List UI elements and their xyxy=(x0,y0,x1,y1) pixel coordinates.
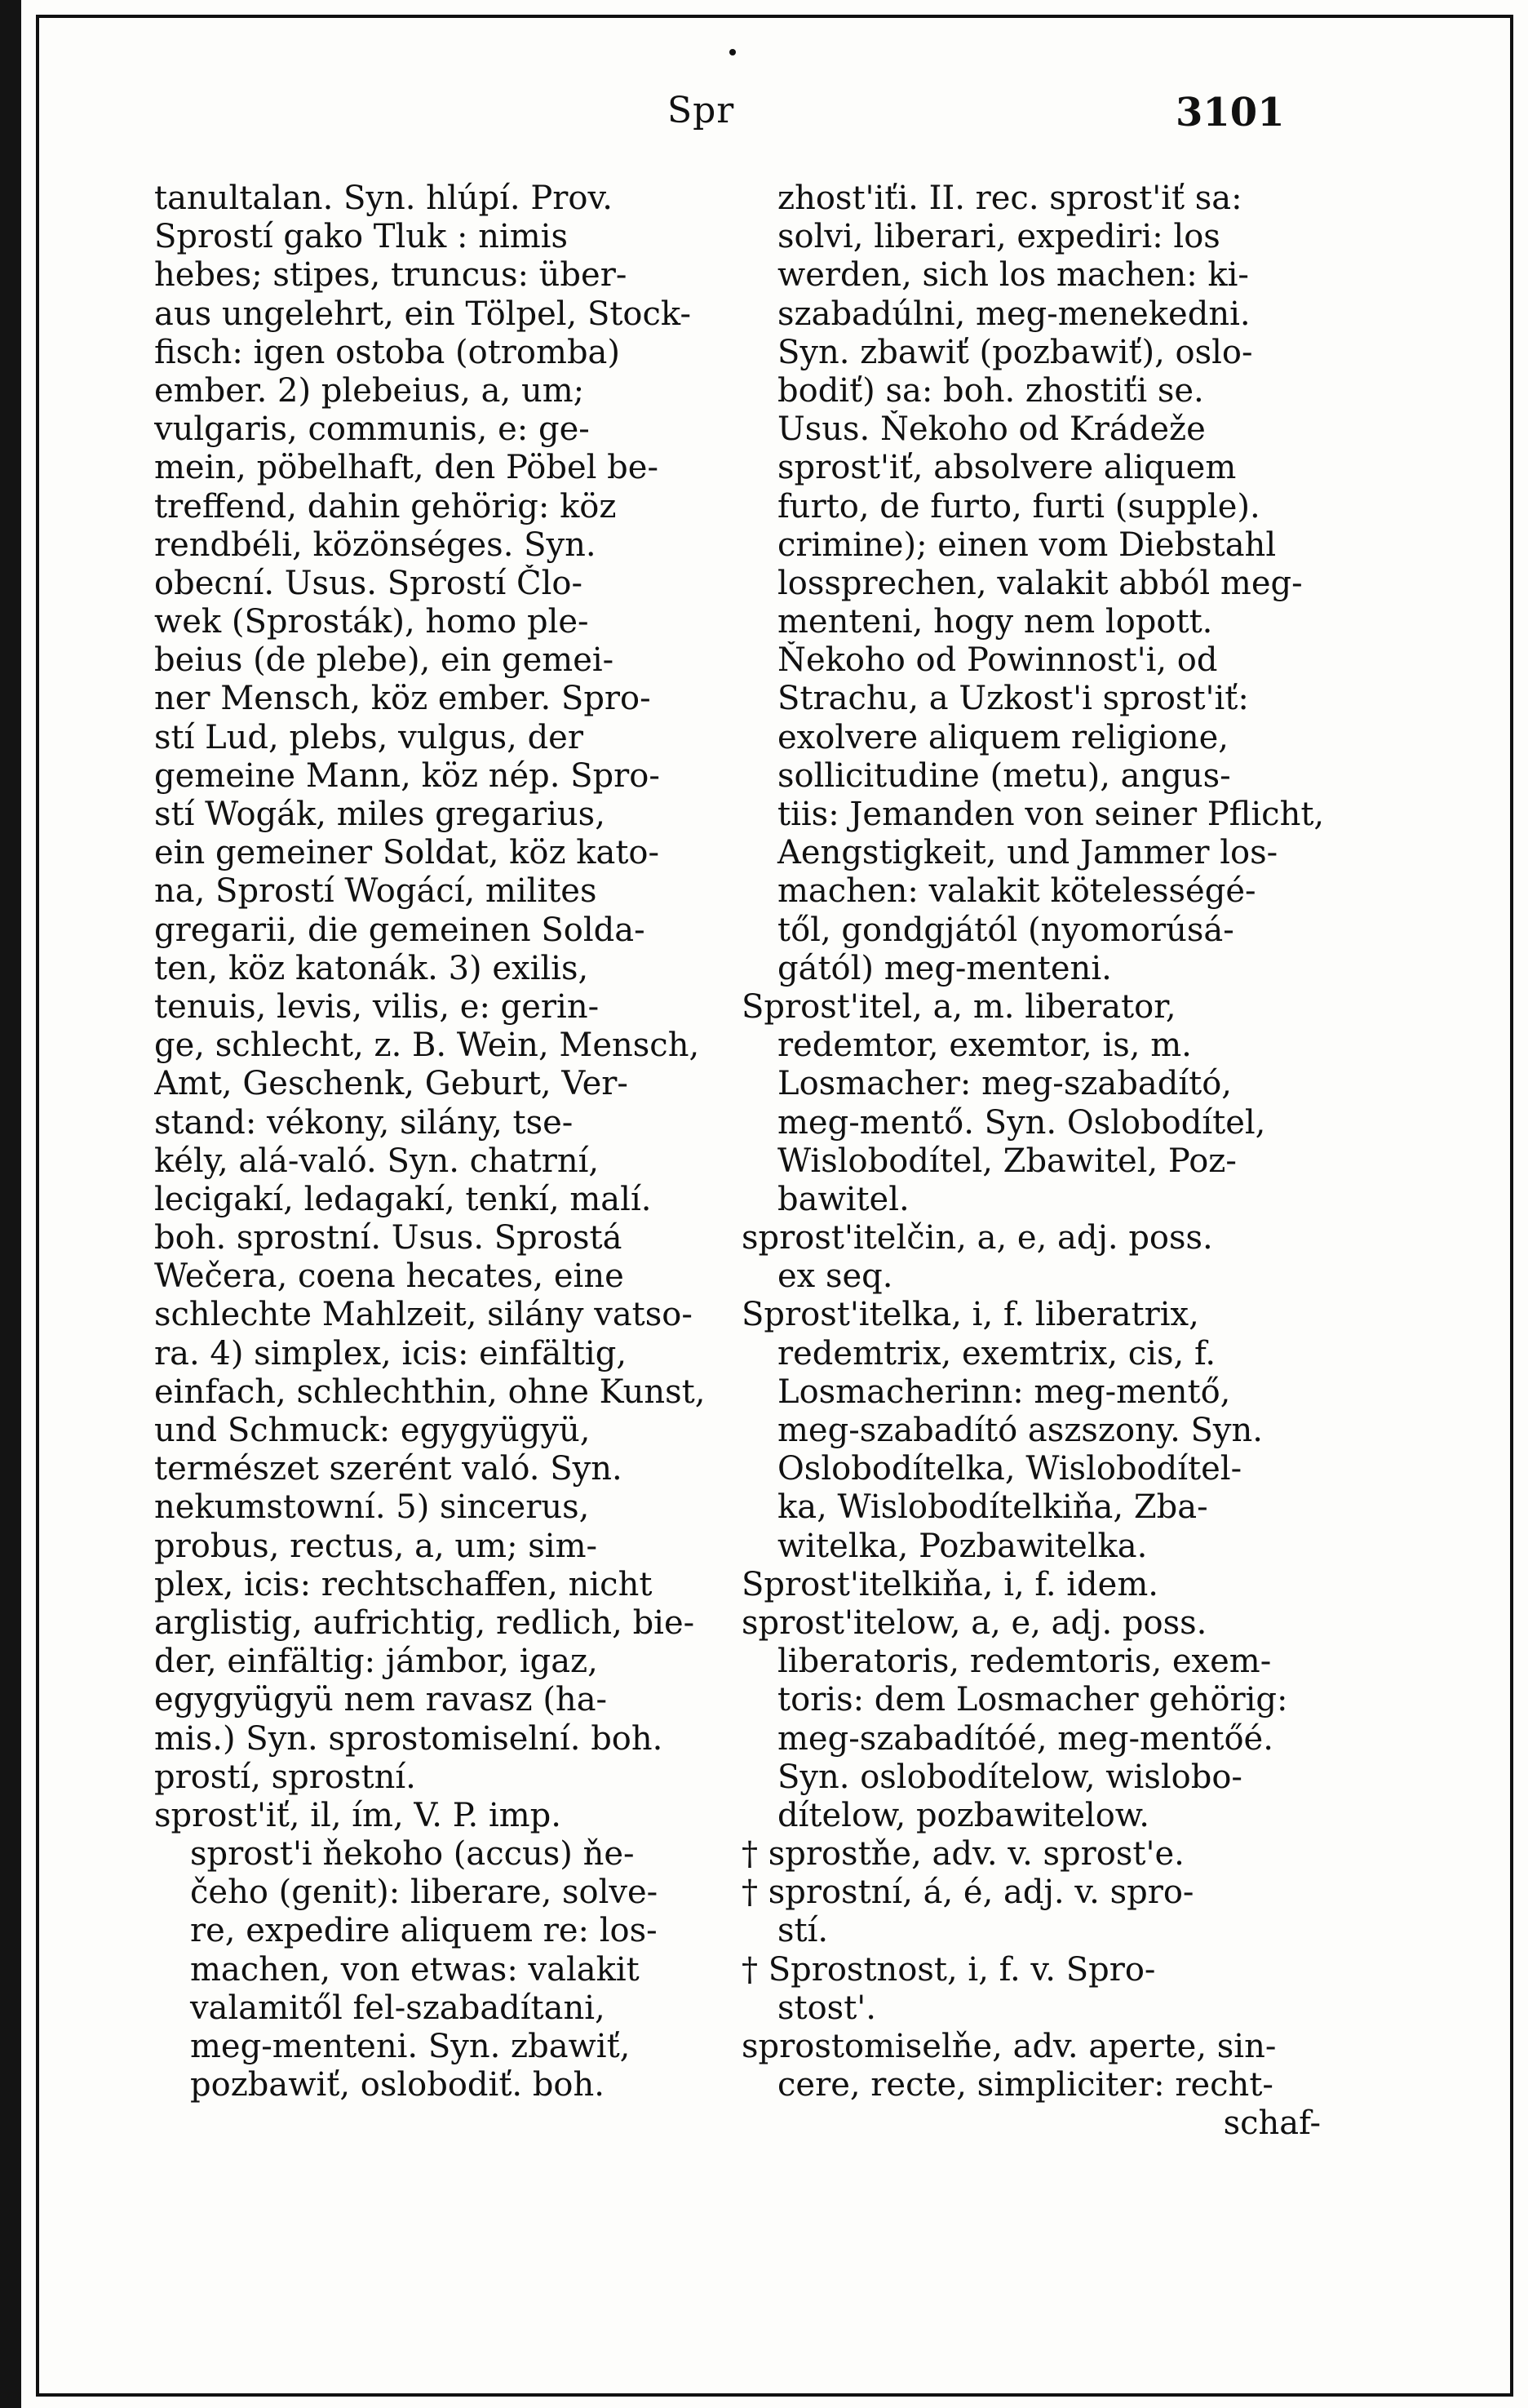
text-line: liberatoris, redemtoris, exem- xyxy=(777,1643,1272,1681)
text-line: stí. xyxy=(777,1912,829,1950)
text-line: rendbéli, közönséges. Syn. xyxy=(154,526,596,564)
text-line: Wečera, coena hecates, eine xyxy=(154,1257,624,1296)
text-line: Wislobodítel, Zbawitel, Poz- xyxy=(777,1142,1237,1180)
text-line: werden, sich los machen: ki- xyxy=(777,256,1249,295)
text-line: nekumstowní. 5) sincerus, xyxy=(154,1488,590,1527)
text-line: vulgaris, communis, e: ge- xyxy=(154,410,590,449)
text-line: probus, rectus, a, um; sim- xyxy=(154,1527,598,1565)
text-line: und Schmuck: egygyügyü, xyxy=(154,1412,591,1449)
text-line: solvi, liberari, expediri: los xyxy=(777,218,1220,256)
text-line: tiis: Jemanden von seiner Pflicht, xyxy=(777,796,1325,833)
text-line: sprost'i ňekoho (accus) ňe- xyxy=(190,1835,635,1874)
text-line: bodiť) sa: boh. zhostiťi se. xyxy=(777,371,1204,410)
text-line: † sprostňe, adv. v. sprost'e. xyxy=(742,1835,1185,1874)
text-line: Oslobodítelka, Wislobodítel- xyxy=(777,1450,1242,1488)
text-line: wek (Sprosták), homo ple- xyxy=(154,603,589,641)
text-line: Sprost'itelka, i, f. liberatrix, xyxy=(742,1296,1199,1334)
text-line: beius (de plebe), ein gemei- xyxy=(154,641,614,680)
text-line: Aengstigkeit, und Jammer los- xyxy=(777,834,1278,872)
text-line: der, einfältig: jámbor, igaz, xyxy=(154,1643,598,1681)
text-line: arglistig, aufrichtig, redlich, bie- xyxy=(154,1603,695,1642)
page-number: 3101 xyxy=(1176,90,1285,135)
text-line: na, Sprostí Wogácí, milites xyxy=(154,872,597,911)
text-line: redemtrix, exemtrix, cis, f. xyxy=(777,1334,1216,1373)
text-line: lecigakí, ledagakí, tenkí, malí. xyxy=(154,1180,652,1218)
text-line: sprostomiselňe, adv. aperte, sin- xyxy=(742,2028,1277,2065)
text-line: természet szerént való. Syn. xyxy=(154,1450,622,1488)
text-line: Syn. oslobodítelow, wislobo- xyxy=(777,1758,1242,1796)
text-line: bawitel. xyxy=(777,1180,910,1218)
text-line: furto, de furto, furti (supple). xyxy=(777,487,1260,526)
text-line: ka, Wislobodítelkiňa, Zba- xyxy=(777,1488,1208,1527)
text-line: meg-szabadító aszszony. Syn. xyxy=(777,1412,1263,1449)
running-head: Spr xyxy=(667,90,735,131)
text-line: aus ungelehrt, ein Tölpel, Stock- xyxy=(154,295,691,333)
text-line: boh. sprostní. Usus. Sprostá xyxy=(154,1219,622,1257)
text-line: stí Wogák, miles gregarius, xyxy=(154,796,605,833)
text-line: menteni, hogy nem lopott. xyxy=(777,603,1213,641)
dictionary-page xyxy=(21,0,1528,2408)
text-line: crimine); einen vom Diebstahl xyxy=(777,526,1277,564)
catchword: schaf- xyxy=(1223,2104,1321,2143)
text-line: től, gondgjától (nyomorúsá- xyxy=(777,911,1234,949)
text-line: redemtor, exemtor, is, m. xyxy=(777,1027,1192,1065)
text-line: fisch: igen ostoba (otromba) xyxy=(154,333,620,371)
text-line: stand: vékony, silány, tse- xyxy=(154,1103,574,1142)
text-line: szabadúlni, meg-menekedni. xyxy=(777,295,1251,333)
text-line: obecní. Usus. Sprostí Člo- xyxy=(154,564,583,602)
text-line: † Sprostnost, i, f. v. Spro- xyxy=(742,1950,1156,1989)
text-line: Losmacher: meg-szabadító, xyxy=(777,1065,1232,1103)
text-line: einfach, schlechthin, ohne Kunst, xyxy=(154,1373,706,1411)
text-line: ember. 2) plebeius, a, um; xyxy=(154,371,585,410)
text-line: exolvere aliquem religione, xyxy=(777,718,1229,756)
text-line: egygyügyü nem ravasz (ha- xyxy=(154,1681,608,1719)
text-line: Syn. zbawiť (pozbawiť), oslo- xyxy=(777,333,1253,371)
ink-dot xyxy=(729,49,736,55)
text-line: Strachu, a Uzkost'i sprost'iť: xyxy=(777,680,1249,718)
text-line: gától) meg-menteni. xyxy=(777,949,1112,987)
text-line: Ňekoho od Powinnost'i, od xyxy=(777,641,1218,680)
text-line: zhost'iťi. II. rec. sprost'iť sa: xyxy=(777,180,1242,217)
text-line: schlechte Mahlzeit, silány vatso- xyxy=(154,1296,693,1334)
text-line: gemeine Mann, köz nép. Spro- xyxy=(154,756,660,795)
text-line: mein, pöbelhaft, den Pöbel be- xyxy=(154,449,658,487)
text-line: valamitől fel-szabadítani, xyxy=(190,1989,605,2027)
text-line: witelka, Pozbawitelka. xyxy=(777,1527,1148,1565)
text-line: sollicitudine (metu), angus- xyxy=(777,756,1231,795)
text-line: lossprechen, valakit abból meg- xyxy=(777,564,1303,602)
text-line: pozbawiť, oslobodiť. boh. xyxy=(190,2066,605,2104)
text-line: plex, icis: rechtschaffen, nicht xyxy=(154,1565,653,1603)
text-line: sprost'iť, il, ím, V. P. imp. xyxy=(154,1796,562,1834)
text-line: meg-szabadítóé, meg-mentőé. xyxy=(777,1719,1273,1758)
text-line: hebes; stipes, truncus: über- xyxy=(154,256,627,295)
text-line: Losmacherinn: meg-mentő, xyxy=(777,1373,1231,1411)
text-line: mis.) Syn. sprostomiselní. boh. xyxy=(154,1719,663,1758)
text-line: ge, schlecht, z. B. Wein, Mensch, xyxy=(154,1027,700,1065)
text-line: stí Lud, plebs, vulgus, der xyxy=(154,718,583,756)
right-column xyxy=(742,180,1329,2144)
text-line: Sprost'itel, a, m. liberator, xyxy=(742,987,1176,1026)
left-column xyxy=(154,180,717,2104)
text-line: machen, von etwas: valakit xyxy=(190,1950,640,1989)
text-line: ein gemeiner Soldat, köz kato- xyxy=(154,834,659,872)
text-line: čeho (genit): liberare, solve- xyxy=(190,1874,658,1912)
text-line: ex seq. xyxy=(777,1257,893,1296)
text-line: dítelow, pozbawitelow. xyxy=(777,1796,1150,1834)
text-line: cere, recte, simpliciter: recht- xyxy=(777,2066,1273,2104)
text-line: toris: dem Losmacher gehörig: xyxy=(777,1681,1288,1719)
text-line: Usus. Ňekoho od Krádeže xyxy=(777,410,1206,449)
text-line: ten, köz katonák. 3) exilis, xyxy=(154,949,589,987)
text-line: † sprostní, á, é, adj. v. spro- xyxy=(742,1874,1194,1912)
text-line: sprost'itelow, a, e, adj. poss. xyxy=(742,1603,1207,1642)
text-line: machen: valakit kötelességé- xyxy=(777,872,1256,911)
text-line: Sprostí gako Tluk : nimis xyxy=(154,218,568,256)
text-line: kély, alá-való. Syn. chatrní, xyxy=(154,1142,600,1180)
text-line: ner Mensch, köz ember. Spro- xyxy=(154,680,651,718)
text-line: stost'. xyxy=(777,1989,876,2027)
text-line: treffend, dahin gehörig: köz xyxy=(154,487,617,526)
text-line: tanultalan. Syn. hlúpí. Prov. xyxy=(154,180,613,217)
text-line: sprost'itelčin, a, e, adj. poss. xyxy=(742,1219,1213,1257)
text-line: prostí, sprostní. xyxy=(154,1758,416,1796)
text-line: meg-mentő. Syn. Oslobodítel, xyxy=(777,1103,1266,1142)
text-line: sprost'iť, absolvere aliquem xyxy=(777,449,1237,487)
text-line: re, expedire aliquem re: los- xyxy=(190,1912,658,1950)
text-line: meg-menteni. Syn. zbawiť, xyxy=(190,2028,631,2065)
text-line: gregarii, die gemeinen Solda- xyxy=(154,911,645,949)
scan-edge xyxy=(0,0,21,2408)
text-line: ra. 4) simplex, icis: einfältig, xyxy=(154,1334,627,1373)
text-line: Amt, Geschenk, Geburt, Ver- xyxy=(154,1065,628,1103)
text-line: tenuis, levis, vilis, e: gerin- xyxy=(154,987,600,1026)
text-line: Sprost'itelkiňa, i, f. idem. xyxy=(742,1565,1158,1603)
